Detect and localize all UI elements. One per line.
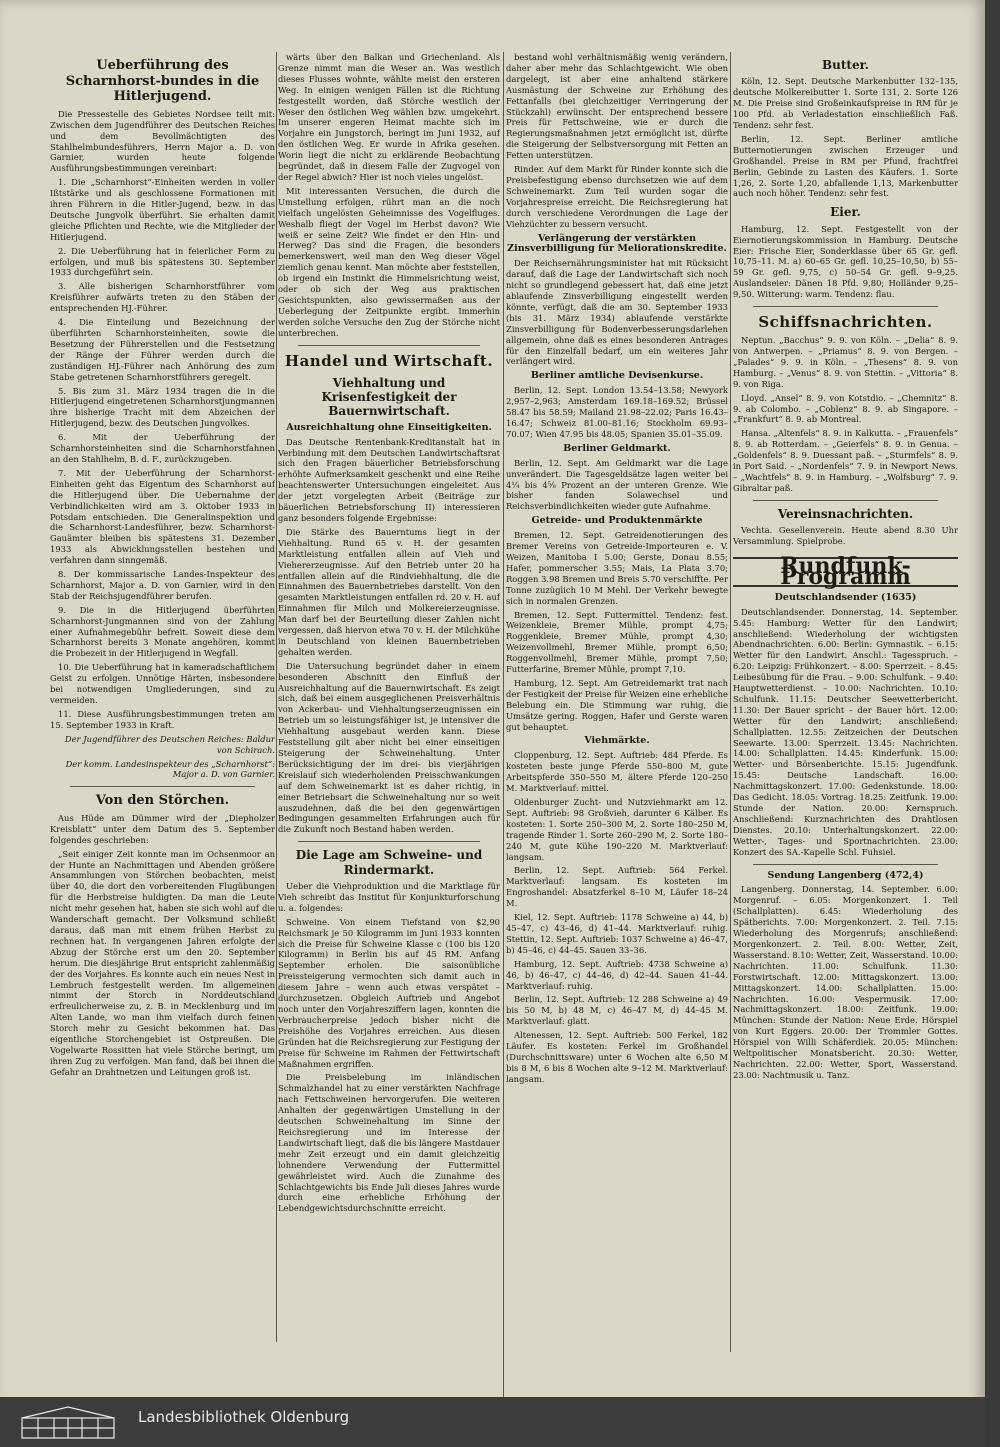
article-paragraph: Cloppenburg, 12. Sept. Auftrieb: 484 Pferde. Es kosteten beste junge Pferde 550–800 M, gute Arbeitspferde 350–550 M, ältere Pferde 120–250 M. Marktverlauf: mittel. [506,750,728,794]
article-paragraph: Berlin, 12. Sept. Auftrieb: 12 288 Schweine a) 49 bis 50 M, b) 48 M, c) 46–47 M, d) 44–45 M. Marktverlauf: glatt. [506,994,728,1027]
article-paragraph: Oldenburger Zucht- und Nutzviehmarkt am 12. Sept. Auftrieb: 98 Großvieh, darunter 6 Kälber. Es kosteten: 1. Sorte 250–300 M, 2. Sorte 180–250 M, tragende Rinder 1. Sorte 260–290 M, 2. Sorte 180–240 M, gute Kühe 190–220 M. Marktverlauf: langsam. [506,797,728,862]
article-subtitle: Getreide- und Produktenmärkte [531,515,703,527]
article-paragraph: Bremen, 12. Sept. Futtermittel. Tendenz: fest. Weizenkleie, Bremer Mühle, prompt 4,75; Roggenkleie, Bremer Mühle, prompt 4,30; Weizenvollmehl, Bremer Mühle, prompt 6,50; Roggenvollmehl, Bremer Mühle, prompt 7,50; Futterfarine, Bremer Mühle, prompt 7,10. [506,609,728,675]
article-paragraph: Berlin, 12. Sept. London 13.54–13.58; Newyork 2,957–2,963; Amsterdam 169.18–169.52; Brüssel 58.47 bis 58.59; Mailand 21.98–22.02; Paris 16.43–16.47; Schweiz 81.00–81.16; Stockholm 69.93–70.07; Wien 47.95 bis 48.05; Spanien 35.01–35.09. [506,385,728,439]
divider [753,864,938,865]
article-subtitle: Sendung Langenberg (472,4) [767,869,924,881]
article-paragraph: Bremen, 12. Sept. Getreidenotierungen des Bremer Vereins von Getreide-Importeuren e. V. Weizen, Manitoba I 5.00; Gerste, Donau 8.55; Hafer, pommerscher 3.55; Mais, La Plata 3.70; Roggen 3.98 Bremen und Breis 5.70 verschiffte. Per Tonne zuzüglich 10 M Mehl. Der Verkehr bewegte sich in normalen Grenzen. [506,530,728,606]
library-name: Landesbibliothek Oldenburg [138,1408,350,1426]
signature: Der Jugendführer des Deutschen Reiches: Baldur von Schirach. [64,733,275,755]
article-title: Von den Störchen. [95,793,230,809]
column-2 [278,52,500,1342]
article-paragraph: Rinder. Auf dem Markt für Rinder konnte sich die Preisbefestigung ebenso durchsetzen wie auf dem Schweinemarkt. Zum Teil wurden sogar die Vorjahrespreise erreicht. Die Reichsregierung hat durch verschiedene Verordnungen die Lage der Viehzüchter zu bessern versucht. [506,164,728,229]
column-4 [733,52,958,1352]
column-rule [730,52,731,1352]
article-paragraph: Die Preisbelebung im inländischen Schmalzhandel hat zu einer verstärkten Nachfrage nach Fettschweinen hervorgerufen. Die weiteren Anhalten der gegenwärtigen Umstellung in der deutschen Schweinehaltung im Sinne der Reichsregierung und im Interesse der Landwirtschaft liegt, daß die bis längere Mastdauer mehr Zeit erzeugt und ein damit gleichzeitig lohnendere Verwendung der Futtermittel gewährleistet wird. Auch die Zunahme des Schlachtgewichts bis Ende Juli dieses Jahres wurde durch eine erhebliche Erhöhung der Lebendgewichtsdurchschnitte erreicht. [278,1072,500,1214]
article-paragraph: 1. Die „Scharnhorst“-Einheiten werden in voller Ißtstärke und als geschlossene Formationen mit ihren Führern in die Hitler-Jugend, bezw. in das Deutsche Jungvolk überführt. Sie erhalten damit gleiche Pflichten und Rechte, wie die Mitglieder der Hitlerjugend. [50,177,275,242]
article-paragraph: Der Reichsernährungsminister hat mit Rücksicht darauf, daß die Lage der Landwirtschaft sich noch nicht so grundlegend gebessert hat, daß eine jetzt ablaufende Zinsverbilligung eingestellt werden könnte, verfügt, daß die am 30. September 1933 (bis 31. März 1934) ablaufende verstärkte Zinsverbilligung für Bodenverbesserungsdarlehen allgemein, ohne daß es eines besonderen Antrages für den Einzelfall bedarf, um ein weiteres Jahr verlängert wird. [506,258,728,367]
article-paragraph: Köln, 12. Sept. Deutsche Markenbutter 132–135, deutsche Molkereibutter 1. Sorte 131, 2. Sorte 126 M. Die Preise sind Großeinkaufspreise in RM für je 100 Pfd. ab Verladestation einschließlich Faß. Tendenz: sehr fest. [733,76,958,131]
divider [753,306,938,307]
article-paragraph: 11. Diese Ausführungsbestimmungen treten am 15. September 1933 in Kraft. [50,708,275,730]
article-paragraph: Die Pressestelle des Gebietes Nordsee teilt mit: Zwischen dem Jugendführer des Deutschen Reiches und dem Bevollmächtigten des Stahlhelmbundesführers, Herrn Major a. D. von Garnier, wurden heute folgende Ausführungsbestimmungen vereinbart: [50,108,275,174]
article-paragraph: Ueber die Viehproduktion und die Marktlage für Vieh schreibt das Institut für Konjunkturforschung u. a. folgendes: [278,881,500,913]
article-paragraph: Vechta. Gesellenverein. Heute abend 8.30 Uhr Versammlung. Spielprobe. [733,525,958,547]
article-paragraph: Berlin, 12. Sept. Am Geldmarkt war die Lage unverändert. Die Tagesgeldsätze lagen weiter bei 4¼ bis 4⅝ Prozent an der unteren Grenze. Wie bisher fanden Solawechsel und Reichsverbindlichkeiten wieder gute Aufnahme. [506,457,728,512]
article-title: Butter. [822,58,869,72]
article-paragraph: Altenessen, 12. Sept. Auftrieb: 500 Ferkel, 182 Läufer. Es kosteten: Ferkel im Großhandel (Durchschnittsware) unter 6 Wochen alte 6,50 M bis 8 M, 6 bis 8 Wochen alte 9–12 M. Marktverlauf: langsam. [506,1030,728,1084]
article-paragraph: Berlin, 12. Sept. Auftrieb: 564 Ferkel. Marktverlauf: langsam. Es kosteten im Engroshandel: Absatzferkel 8–10 M, Läufer 18–24 M. [506,865,728,909]
column-rule [276,52,277,1342]
article-paragraph: 6. Mit der Ueberführung der Scharnhorsteinheiten sind die Scharnhorstfahnen an den Stahlhelm, B. d. F., zurückzugeben. [50,432,275,464]
article-paragraph: Berlin, 12. Sept. Berliner amtliche Butternotierungen zwischen Erzeuger und Großhandel. Preise in RM per Pfund, frachtfrei Berlin, Gebinde zu Lasten des Käufers. 1. Sorte 1,26, 2. Sorte 1,20, abfallende 1,13, Markenbutter auch noch höher. Tendenz: sehr fest. [733,133,958,199]
article-subtitle: Deutschlandsender (1635) [774,591,917,603]
article-subtitle: Viehmärkte. [584,735,650,747]
article-paragraph: Lloyd. „Ansel“ 8. 9. von Kotstdio. – „Chemnitz“ 8. 9. ab Colombo. – „Coblenz“ 8. 9. ab Singapore. – „Frankfurt“ 8. 9. ab Montreal. [733,392,958,425]
article-title: Die Lage am Schweine- und Rindermarkt. [295,848,483,877]
article-paragraph: 9. Die in die Hitlerjugend überführten Scharnhorst-Jungmannen sind von der Zahlung einer Aufnahmegebühr befreit. Soweit diese dem Scharnhorst bereits 3 Monate angehören, kommt die Probezeit in der Hitlerjugend in Wegfall. [50,604,275,659]
article-paragraph: bestand wohl verhältnismäßig wenig verändern, daher aber mehr das Schlachtgewicht. Wie oben dargelegt, ist aber eine anhaltend stärkere Ausmästung der Schweine zur Erhöhung des Fettanfalls (bei gleichzeitiger Verringerung der Stückzahl) erwünscht. Der entsprechend bessere Preis für Fettschweine, wie er durch die Regierungsmaßnahmen jetzt ermöglicht ist, dürfte die Steigerung der Selbstversorgung mit Fetten an Fetten unterstützen. [506,52,728,161]
article-paragraph: wärts über den Balkan und Griechenland. Als Grenze nimmt man die Weser an. Was westlich dieses Flusses wohnte, wählte meist den ersteren Weg. In einigen wenigen Fällen ist die Richtung festgestellt worden, daß Störche westlich der Weser den östlichen Weg wählen bzw. umgekehrt. Im unserer engeren Heimat machte sich im Vorjahre ein Jungstorch, beringt im Juni 1932, auf den östlichen Weg. Er wurde in Afrika gesehen. Worin liegt die nicht zu erklärende Beobachtung begründet, daß in diesem Falle der Zugvogel von der Regel abwich? Hier ist noch vieles ungelöst. [278,52,500,182]
divider [753,500,938,501]
article-paragraph: Aus Hüde am Dümmer wird der „Diepholzer Kreisblatt“ unter dem Datum des 5. September folgendes geschrieben: [50,812,275,845]
section-heading: Schiffsnachrichten. [758,313,933,332]
article-paragraph: 2. Die Ueberführung hat in feierlicher Form zu erfolgen, und muß bis spätestens 30. September 1933 durchgeführt sein. [50,245,275,278]
divider [298,345,480,346]
library-logo-icon [18,1404,118,1440]
article-title: Ueberführung des Scharnhorst-bundes in die Hitlerjugend. [65,58,260,105]
article-paragraph: Das Deutsche Rentenbank-Kreditanstalt hat in Verbindung mit dem Deutschen Landwirtschaftsrat sich den Fragen bäuerlicher Betriebsforschung erhöhte Aufmerksamkeit geschenkt und eine Reihe beachtenswerter Untersuchungen eingeleitet. Aus der jetzt vorgelegten Arbeit (Beiträge zur bäuerlichen Betriebsforschung II) interessieren ganz besonders folgende Ergebnisse: [278,436,500,523]
column-3 [506,52,728,1442]
article-title: Eier. [830,205,861,220]
article-paragraph: 7. Mit der Ueberführung der Scharnhorst-Einheiten geht das Eigentum des Scharnhorst auf die Hitlerjugend über. Die Uebernahme der Verbindlichkeiten wird am 3. Oktober 1933 in Potsdam entschieden. Die Generalinspektion und die Scharnhorst-Landesführer, bezw. Scharnhorst-Gauämter bleiben bis spätestens 31. Dezember 1933 als Abwicklungsstellen bestehen und verfahren dann sinngemäß. [50,467,275,566]
divider [70,786,255,787]
article-paragraph: 4. Die Einteilung und Bezeichnung der überführten Scharnhorsteinheiten, sowie die Besetzung der Führerstellen und die Festsetzung der Ränge der Führer werden durch die zuständigen HJ.-Führer nach Anhörung des zum Stabe getretenen Scharnhorstführers geregelt. [50,317,275,382]
article-subtitle: Berliner Geldmarkt. [563,442,671,454]
article-paragraph: „Seit einiger Zeit konnte man im Ochsenmoor an der Hunte an Nachmittagen und Abenden größere Ansammlungen von Störchen beobachten, meist über 40, die dort den vorbereitenden Flugübungen für die Herbstreise huldigten. Da man die Leute nicht mehr gesehen hat, haben sie sich wohl auf die Wanderschaft gemacht. Der Volksmund schließt daraus, daß man mit einem frühen Herbst zu rechnen hat. In vergangenen Jahren erfolgte der Abzug der Störche erst um den 20. September herum. Die diesjährige Brut entspricht zahlenmäßig der des Vorjahres. Es konnte auch ein neues Nest in Lembruch festgestellt werden. Im allgemeinen nimmt der Storch in Norddeutschland erfreulicherweise zu, z. B. in Mecklenburg und im Alten Lande, wo man ihm vielfach durch feinen Storch mehr zu Gesicht bekommen hat. Das eigentliche Storchengebiet ist Ostpreußen. Die Vogelwarte Rossitten hat viele Störche beringt, um ihren Zug zu verfolgen. Man fand, daß bei ihnen die Gefahr an Drahtnetzen und Leitungen groß ist. [50,848,275,1077]
article-paragraph: Hamburg, 12. Sept. Festgestellt von der Eiernotierungskommission in Hamburg. Deutsche Eier: Frische Eier, Sonderklasse über 65 Gr. gefl. 10,75–11. M. a) 60–65 Gr. gefl. 10,25–10,50, b) 55–59 Gr. gefl. 9,75, c) 50–54 Gr. gefl. 9–9,25. Auslandseier: Dänen 18 Pfd. 9,80; Holländer 9,25–9,50. Witterung: warm. Tendenz: flau. [733,223,958,300]
article-subtitle: Verlängerung der verstärkten Zinsverbilligung für Meliorationskredite. [507,232,727,255]
divider [298,841,480,842]
article-paragraph: Neptun. „Bacchus“ 9. 9. von Köln. – „Delia“ 8. 9. von Antwerpen. – „Priamus“ 8. 9. von Bergen. – „Palades“ 9. 9. in Köln. – „Thesens“ 8. 9. von Hamburg. – „Venus“ 8. 9. von Stettin. – „Vittoria“ 8. 9. von Riga. [733,335,958,389]
article-paragraph: Schweine. Von einem Tiefstand von $2,90 Reichsmark je 50 Kilogramm im Juni 1933 konnten sich die Preise für Schweine Klasse c (100 bis 120 Kilogramm) in Berlin bis auf 45 RM. Anfang September erholen. Die saisonübliche Preissteigerung vermochten sich damit auch in diesem Jahre – wenn auch etwas verspätet – durchzusetzen. Obgleich Auftrieb und Angebot noch unter den Vorjahresziffern lagen, konnten die Verbraucherpreise jedoch bisher nicht die Preishöhe des Vorjahres erreichen. Aus diesen Gründen hat die Reichsregierung zur Festigung der Preise für Schweine im Rahmen der Fettwirtschaft Maßnahmen ergriffen. [278,916,500,1069]
article-paragraph: 10. Die Ueberführung hat in kameradschaftlichem Geist zu erfolgen. Unnötige Härten, insbesondere bei notwendigen Umgliederungen, sind zu vermeiden. [50,662,275,705]
article-paragraph: Hansa. „Altenfels“ 8. 9. in Kalkutta. – „Frauenfels“ 8. 9. ab Rotterdam. – „Geierfels“ 8. 9. in Genua. – „Goldenfels“ 8. 9. Duessant paß. – „Sturmfels“ 8. 9. in Port Said. – „Nordenfels“ 7. 9. in Newport News. – „Wachtfels“ 8. 9. in Hamburg. – „Wolfsburg“ 7. 9. Gibraltar paß. [733,428,958,493]
article-subtitle: Berliner amtliche Devisenkurse. [530,370,704,382]
article-paragraph: 8. Der kommissarische Landes-Inspekteur des Scharnhorst, Major a. D. von Garnier, wird in den Stab der Reichsjugendführer berufen. [50,569,275,601]
article-paragraph: 3. Alle bisherigen Scharnhorstführer vom Kreisführer aufwärts treten zu den Stäben der entsprechenden HJ.-Führer. [50,281,275,314]
article-paragraph: Die Stärke des Bauerntums liegt in der Viehhaltung. Rund 65 v. H. der gesamten Marktleistung entfallen allein auf Vieh und Viehererzeugnisse. Auf den Betrieb unter 20 ha entfallen allein auf die Rindviehhaltung, die die Einnahmen des Bauernbetriebes darstellt. Von den gesamten Marktleistungen entfallen rd. 20 v. H. auf Einnahmen für Milch und Molkereierzeugnisse. Man darf bei der Beurteilung dieser Zahlen nicht vergessen, daß hiervon etwa 70 v. H. der Milchkühe in Deutschland von kleinen Bauernbetrieben gehalten werden. [278,526,500,657]
article-subtitle: Ausreichhaltung ohne Einseitigkeiten. [286,421,492,433]
article-paragraph: Hamburg, 12. Sept. Auftrieb: 4738 Schweine a) 46, b) 46–47, c) 44–46, d) 42–44. Sauen 41–44. Marktverlauf: ruhig. [506,958,728,991]
section-heading: Vereinsnachrichten. [777,506,914,521]
article-paragraph: Mit interessanten Versuchen, die durch die Umstellung erfolgen, rührt man an die noch vielfach ungelösten Geheimnisse des Vogelfluges. Weshalb fliegt der Vogel im Herbst davon? Wie weiß er seine Zeit? Wie findet er den Hin- und Herweg? Das sind die Fragen, die besonders bemerkenswert, weil man den Weg dieser Vögel ziemlich genau kennt. Man möchte aber feststellen, ob irgend ein Instinkt die Himmelsrichtung weist, oder ob sich der Weg aus praktischen Gesichtspunkten, also gewissermaßen aus der Ueberlegung der Zeitpunkte ergibt. Immerhin werden solche Versuche den Zug der Störche nicht unterbrechen. [278,185,500,338]
article-paragraph: Die Untersuchung begründet daher in einem besonderen Abschnitt den Einfluß der Ausreichhaltung auf die Bauernwirtschaft. Es zeigt sich, daß bei einem ausgeglichenen Preisverhältnis von Ackerbau- und Viehhaltungserzeugnissen ein Betrieb um so leistungsfähiger ist, je intensiver die Viehhaltung ausgebaut werden kann. Diese Feststellung gilt aber nicht bei einer einseitigen Steigerung der Schweinehaltung. Unter Berücksichtigung der im drei- bis vierjährigen Kreislauf sich wiederholenden Preisschwankungen auf dem Schweinemarkt ist es daher richtig, in einer Betriebsart die Schweinehaltung nur so weit auszudehnen, daß die bei den gegenwärtigen Bedingungen gesammelten Erfahrungen auch für die Zukunft noch Bestand haben werden. [278,660,500,835]
section-heading: Handel und Wirtschaft. [284,351,494,370]
column-1 [50,52,275,1342]
article-paragraph: Deutschlandsender. Donnerstag, 14. September. 5.45: Hamburg: Wetter für den Landwirt; anschließend: Wiederholung der wichtigsten Abendnachrichten. 6.00: Berlin: Gymnastik. – 6.15: Wetter für den Landwirt. Anschl.: Tagesspruch. – 6.20: Leipzig: Frühkonzert. – 8.00: Sperrzeit. – 8.45: Leibesübung für die Frau. – 9.00: Schulfunk. – 9.40: Hauptwetterdienst. – 10.00: Nachrichten. 10.10: Schulfunk. 11.15: Deutscher Seewetterbericht. 11.30: Der Bauer spricht – der Bauer hört. 12.00: Wetter für den Landwirt; anschließend: Schallplatten. 12.55: Zeitzeichen der Deutschen Seewarte. 13.00: Sperrzeit. 13.45: Nachrichten. 14.00: Schallplatten. 14.45: Kinderfunk. 15.00: Wetter- und Börsenberichte. 15.15: Jugendfunk. 15.45: Deutsche Landschaft. 16.00: Nachmittagskonzert. 17.00: Gedenkstunde. 18.00: Das Gedicht. 18.05: Vortrag. 18.25: Zeitfunk. 19.00: Stunde der Nation. 20.00: Kernspruch. Anschließend: Kurznachrichten des Drahtlosen Dienstes. 20.10: Unterhaltungskonzert. 22.00: Wetter-, Tages- und Sportnachrichten. 23.00: Konzert des SA.-Kapelle Schl. Fuhsiel. [733,606,958,857]
article-title: Viehhaltung und Krisenfestigkeit der Bauernwirtschaft. [321,375,457,419]
article-paragraph: 5. Bis zum 31. März 1934 tragen die in die Hitlerjugend eingetretenen Scharnhorstjungmannen ihre bisherige Tracht mit dem Abzeichen der Hitlerjugend, bezw. des Deutschen Jungvolkes. [50,385,275,429]
page-edge [985,0,1000,1447]
radio-program-heading: Rundfunk-Programm [733,557,958,587]
article-paragraph: Kiel, 12. Sept. Auftrieb: 1178 Schweine a) 44, b) 45–47, c) 43–46, d) 41–44. Marktverlauf: ruhig. Stettin, 12. Sept. Auftrieb: 1037 Schweine a) 46–47, b) 45–46, c) 44–45. Sauen 33–36. [506,912,728,955]
article-paragraph: Hamburg, 12. Sept. Am Getreidemarkt trat nach der Festigkeit der Preise für Weizen eine erhebliche Belebung ein. Die Stimmung war ruhig, die Umsätze gering. Roggen, Hafer und Gerste waren gut behauptet. [506,677,728,732]
article-paragraph: Langenberg. Donnerstag, 14. September. 6.00: Morgenruf. – 6.05: Morgenkonzert. 1. Teil (Schallplatten). 6.45: Wiederholung des Spätberichts. 7.00: Morgenkonzert. 2. Teil. 7.15: Wiederholung des Morgenrufs; anschließend: Morgenkonzert. 2. Teil. 8.00: Wetter, Zeit, Wasserstand. 8.10: Wetter, Zeit, Wasserstand. 10.00: Nachrichten. 11.00: Schulfunk. 11.30: Forstwirtschaft. 12.00: Mittagskonzert. 13.00: Mittagskonzert. 14.00: Schallplatten. 15.00: Nachrichten. 16.00: Vespermusik. 17.00: Nachmittagskonzert. 18.00: Zeitfunk. 19.00: München: Stunde der Nation: Neue Erde. Hörspiel von Kurt Eggers. 20.00: Der Trommler Gottes. Hörspiel von Willi Schäferdiek. 20.05: München: Weltpolitischer Monatsbericht. 20.30: Wetter, Nachrichten. 22.00: Wetter, Sport, Wasserstand. 23.00: Nachtmusik u. Tanz. [733,884,958,1080]
signature: Der komm. Landesinspekteur des „Scharnhorst“: Major a. D. von Garnier. [65,758,275,780]
column-rule [503,52,504,1442]
